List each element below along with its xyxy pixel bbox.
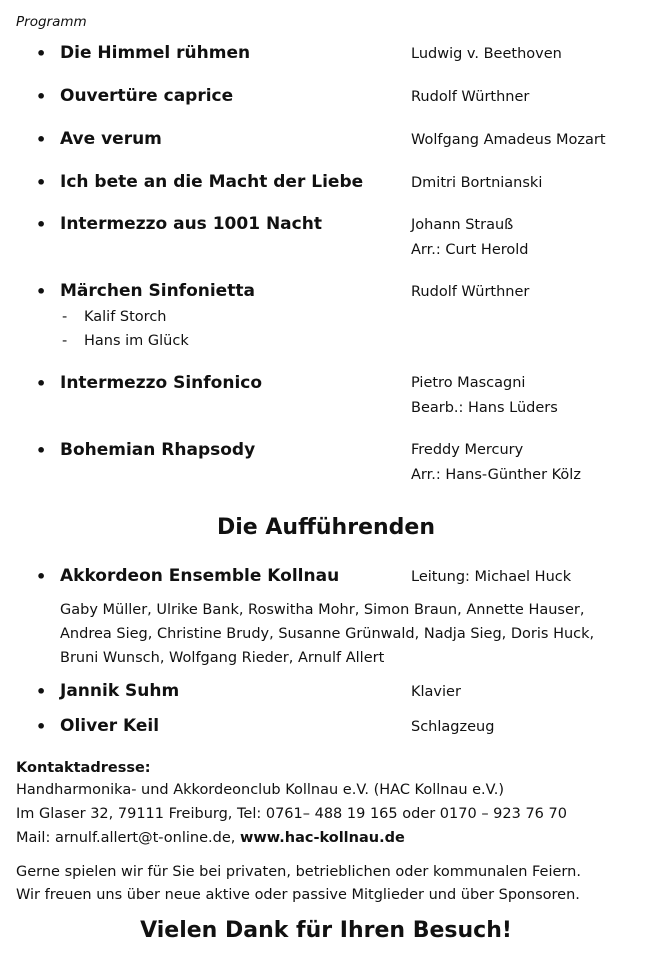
- piece-arranger: Arr.: Curt Herold: [411, 242, 529, 258]
- ensemble-conductor: Leitung: Michael Huck: [411, 569, 572, 585]
- soloist-instrument: Schlagzeug: [411, 719, 495, 735]
- bullet-icon: •: [36, 215, 47, 234]
- soloist-instrument: Klavier: [411, 684, 461, 700]
- program-label: Programm: [16, 14, 87, 30]
- bullet-icon: •: [36, 282, 47, 301]
- bullet-icon: •: [36, 682, 47, 701]
- soloist-name: Jannik Suhm: [60, 681, 180, 701]
- soloist-name: Oliver Keil: [60, 716, 160, 736]
- contact-address: Im Glaser 32, 79111 Freiburg, Tel: 0761– 488 19 165 oder 0170 – 923 76 70: [16, 806, 567, 822]
- contact-mail-line: [16, 830, 405, 846]
- contact-organisation: Handharmonika- und Akkordeonclub Kollnau e.V. (HAC Kollnau e.V.): [16, 782, 504, 798]
- piece-arranger: Bearb.: Hans Lüders: [411, 400, 558, 416]
- dash-icon: -: [62, 309, 68, 325]
- dash-icon: -: [62, 333, 68, 349]
- piece-composer: Johann Strauß: [411, 217, 514, 233]
- ensemble-name: Akkordeon Ensemble Kollnau: [60, 566, 340, 586]
- piece-title: Ouvertüre caprice: [60, 86, 234, 106]
- contact-title: Kontaktadresse:: [16, 760, 151, 776]
- piece-composer: Rudolf Würthner: [411, 284, 530, 300]
- piece-composer: Wolfgang Amadeus Mozart: [411, 132, 606, 148]
- bullet-icon: •: [36, 567, 47, 586]
- piece-title: Ave verum: [60, 129, 162, 149]
- piece-composer: Rudolf Würthner: [411, 89, 530, 105]
- website-link[interactable]: www.hac-kollnau.de: [240, 830, 405, 846]
- piece-title: Bohemian Rhapsody: [60, 440, 256, 460]
- movement-title: Hans im Glück: [84, 333, 189, 349]
- bullet-icon: •: [36, 130, 47, 149]
- piece-title: Die Himmel rühmen: [60, 43, 251, 63]
- invitation-line: Gerne spielen wir für Sie bei privaten, betrieblichen oder kommunalen Feiern.: [16, 864, 581, 880]
- invitation-line: Wir freuen uns über neue aktive oder passive Mitglieder und über Sponsoren.: [16, 887, 580, 903]
- piece-title: Märchen Sinfonietta: [60, 281, 255, 301]
- bullet-icon: •: [36, 44, 47, 63]
- piece-arranger: Arr.: Hans-Günther Kölz: [411, 467, 581, 483]
- piece-composer: Dmitri Bortnianski: [411, 175, 543, 191]
- piece-composer: Ludwig v. Beethoven: [411, 46, 562, 62]
- piece-title: Ich bete an die Macht der Liebe: [60, 172, 364, 192]
- contact-mail[interactable]: Mail: arnulf.allert@t-online.de,: [16, 830, 240, 846]
- piece-composer: Freddy Mercury: [411, 442, 524, 458]
- piece-title: Intermezzo aus 1001 Nacht: [60, 214, 322, 234]
- ensemble-members: Gaby Müller, Ulrike Bank, Roswitha Mohr, Simon Braun, Annette Hauser, Andrea Sieg, Christine Brudy, Susanne Grünwald, Nadja Sieg, Doris Huck, Bruni Wunsch, Wolfgang Rieder, Arnulf Allert: [60, 602, 595, 666]
- bullet-icon: •: [36, 173, 47, 192]
- performers-heading: Die Aufführenden: [217, 515, 435, 540]
- thanks-message: Vielen Dank für Ihren Besuch!: [140, 918, 512, 943]
- bullet-icon: •: [36, 717, 47, 736]
- piece-title: Intermezzo Sinfonico: [60, 373, 263, 393]
- bullet-icon: •: [36, 441, 47, 460]
- piece-composer: Pietro Mascagni: [411, 375, 526, 391]
- bullet-icon: •: [36, 374, 47, 393]
- bullet-icon: •: [36, 87, 47, 106]
- movement-title: Kalif Storch: [84, 309, 167, 325]
